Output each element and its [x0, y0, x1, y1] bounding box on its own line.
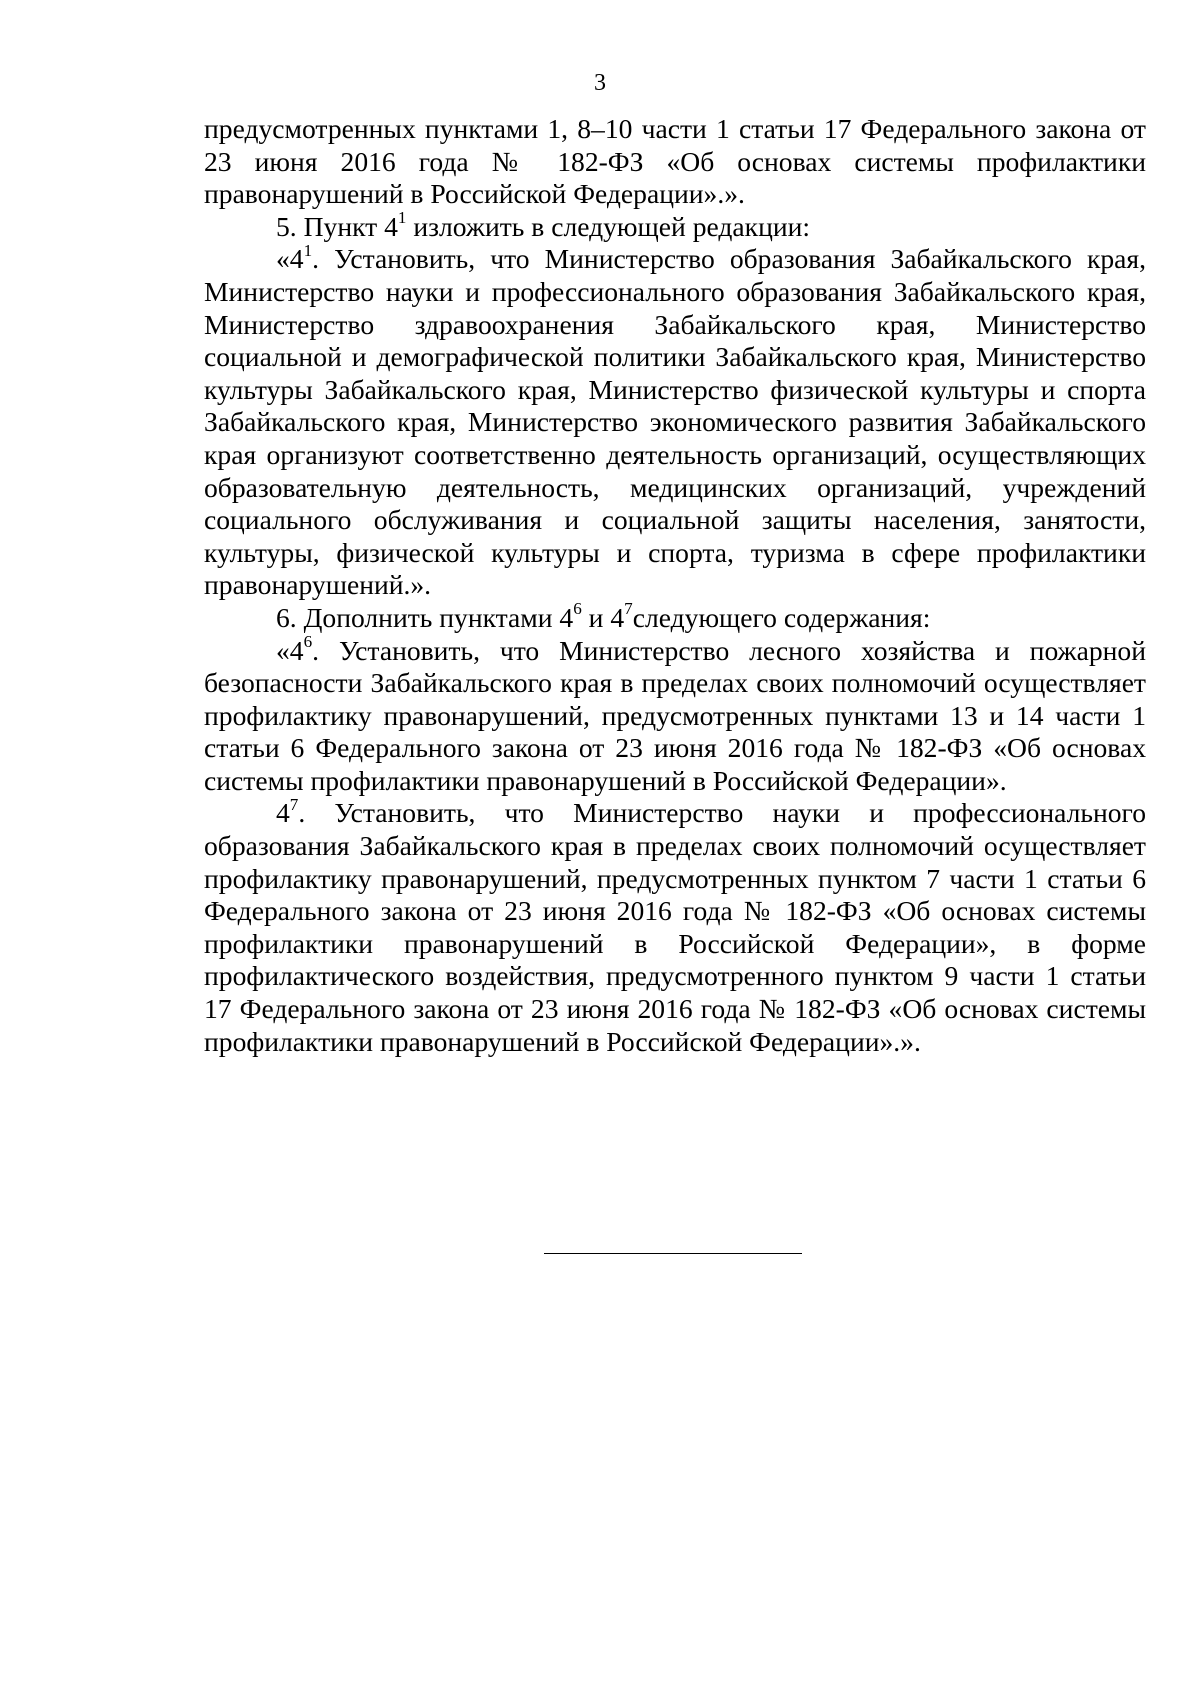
paragraph-text: предусмотренных пунктами 1, 8–10 части 1 статьи 17 Федерального закона от 23 июня 2016 года № 182-ФЗ «Об основах системы профилактики правонарушений в Российской Федерации».».: [204, 113, 1146, 210]
paragraph-rest: . Установить, что Министерство лесного хозяйства и пожарной безопасности Забайкальского края в пределах своих полномочий осуществляет профилактику правонарушений, предусмотренных пунктами 13 и 14 части 1 статьи 6 Федерального закона от 23 июня 2016 года № 182-ФЗ «Об основах системы профилактики правонарушений в Российской Федерации».: [204, 634, 1146, 796]
page-number: 3: [594, 70, 606, 96]
document-body: [204, 113, 1146, 1058]
paragraph-item-6: [204, 599, 1146, 635]
superscript: 1: [397, 208, 407, 228]
superscript: 1: [303, 240, 313, 260]
paragraph-rest: . Установить, что Министерство образования Забайкальского края, Министерство науки и профессионального образования Забайкальского края, Министерство здравоохранения Забайкальского края, Министерство социальной и демографической политики Забайкальского края, Министерство культуры Забайкальского края, Министерство физической культуры и спорта Забайкальского края, Министерство экономического развития Забайкальского края организуют соответственно деятельность организаций, осуществляющих образовательную деятельность, медицинских организаций, учреждений социального обслуживания и социальной защиты населения, занятости, культуры, физической культуры и спорта, туризма в сфере профилактики правонарушений.».: [204, 243, 1146, 601]
paragraph-lead: «4: [276, 634, 304, 666]
end-of-document-rule: [544, 1253, 802, 1254]
paragraph-lead: «4: [276, 243, 304, 275]
paragraph-point-4-7: [204, 794, 1146, 1058]
paragraph-point-4-6: [204, 631, 1146, 798]
superscript: 6: [303, 631, 313, 651]
superscript: 7: [289, 794, 299, 814]
paragraph-rest: следующего содержания:: [632, 601, 931, 633]
superscript: 7: [624, 599, 633, 619]
paragraph-rest: изложить в следующей редакции:: [406, 210, 811, 242]
paragraph-continuation: [204, 113, 1146, 211]
paragraph-item-5: [204, 208, 1146, 244]
paragraph-lead: 5. Пункт 4: [276, 210, 398, 242]
paragraph-lead: 6. Дополнить пунктами 4: [276, 601, 574, 633]
paragraph-point-4-1: [204, 240, 1146, 602]
superscript: 6: [573, 599, 582, 619]
paragraph-mid: и 4: [581, 601, 625, 633]
paragraph-rest: . Установить, что Министерство науки и профессионального образования Забайкальского края в пределах своих полномочий осуществляет профилактику правонарушений, предусмотренных пунктом 7 части 1 статьи 6 Федерального закона от 23 июня 2016 года № 182-ФЗ «Об основах системы профилактики правонарушений в Российской Федерации», в форме профилактического воздействия, предусмотренного пунктом 9 части 1 статьи 17 Федерального закона от 23 июня 2016 года № 182-ФЗ «Об основах системы профилактики правонарушений в Российской Федерации».».: [204, 797, 1146, 1057]
paragraph-lead: 4: [276, 797, 290, 829]
